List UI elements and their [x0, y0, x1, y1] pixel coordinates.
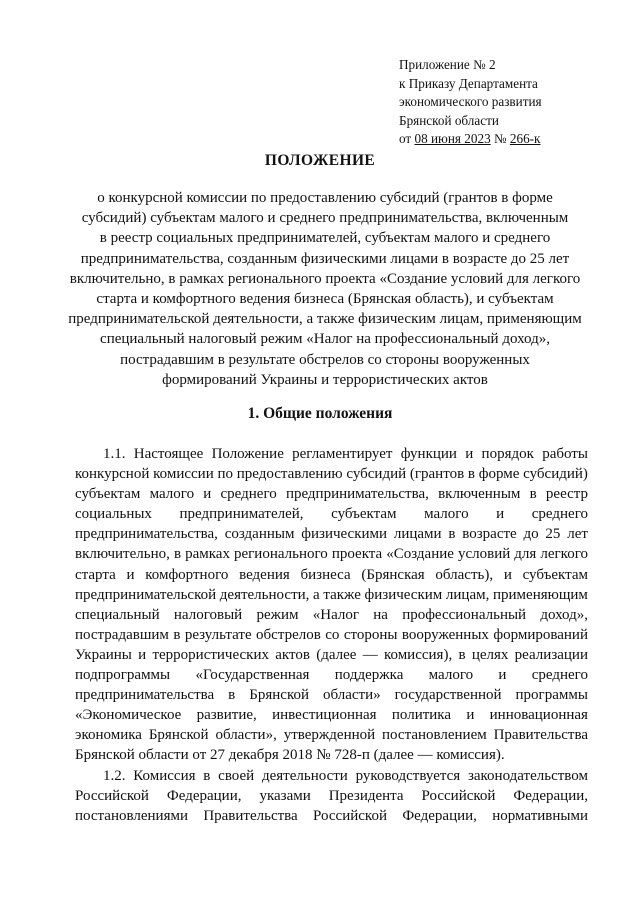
word: реализации — [514, 646, 588, 663]
word: вооруженных — [401, 626, 489, 643]
subtitle-line: предпринимательской деятельности, а также физическим лицам, применяющим — [68, 311, 582, 328]
word: и — [138, 646, 147, 663]
word: Федерации, — [513, 787, 588, 804]
word: реестр — [545, 486, 588, 503]
word: деятельности — [261, 767, 348, 784]
word: форме — [478, 466, 520, 483]
word: малого — [424, 506, 469, 523]
word: законодательством — [467, 767, 588, 784]
word: поддержка — [334, 667, 404, 684]
word: «Создание — [386, 546, 454, 563]
subtitle-line: пострадавшим в результате обстрелов со стороны вооруженных — [120, 351, 530, 368]
word: и — [466, 707, 475, 724]
word: нормативными — [492, 807, 588, 824]
word: и — [498, 667, 507, 684]
word: и — [503, 566, 512, 583]
word: террористических — [152, 646, 269, 663]
word: программы — [515, 687, 588, 704]
word: пострадавшим — [75, 626, 169, 643]
word: Правительства — [493, 727, 588, 744]
text-line — [75, 665, 588, 685]
word: предпринимательства — [75, 687, 215, 704]
word: политика — [391, 707, 452, 724]
text-line — [75, 725, 588, 745]
word: комиссия), — [383, 646, 453, 663]
appendix-line: к Приказу Департамента — [399, 75, 538, 91]
word: субсидий — [346, 466, 407, 483]
word: деятельности, — [219, 586, 310, 603]
word: до — [523, 526, 539, 543]
word: комфортного — [145, 566, 229, 583]
subtitle-line: предпринимательства, созданным физическими лицами в возрасте до 25 лет — [80, 250, 570, 267]
word: предпринимательства, — [285, 486, 429, 503]
text-line — [75, 444, 588, 464]
word: специальный — [75, 606, 160, 623]
subtitle-line: в реестр социальных предпринимателей, субъектам малого и среднего — [99, 230, 551, 247]
text-line — [75, 806, 588, 826]
word: применяющим — [493, 586, 588, 603]
word: и — [496, 506, 505, 523]
word: «Экономическое — [75, 707, 182, 724]
word: инновационная — [489, 707, 588, 724]
date-prefix: от — [399, 131, 415, 147]
word: на — [373, 606, 388, 623]
word: стороны — [343, 626, 398, 643]
word: возрасте — [462, 526, 517, 543]
word: комиссии — [153, 466, 214, 483]
word: формирований — [493, 626, 588, 643]
word: физическими — [301, 526, 388, 543]
word: функции — [400, 446, 457, 462]
word: области» — [323, 687, 381, 704]
word: Положение — [211, 446, 284, 462]
word: лет — [567, 526, 588, 543]
text-line: Брянской области от 27 декабря 2018 № 728-п (далее — комиссия). — [75, 747, 505, 764]
word: указами — [259, 787, 311, 804]
word: инвестиционная — [272, 707, 377, 724]
word: в — [173, 546, 182, 563]
text-line — [75, 464, 588, 484]
word: развитие, — [196, 707, 257, 724]
word: в — [228, 687, 236, 704]
word: работы — [542, 446, 588, 462]
word: также — [323, 586, 361, 603]
word: лицам, — [445, 586, 490, 603]
text-line — [75, 605, 588, 625]
text-line — [75, 504, 588, 524]
word: и — [126, 566, 135, 583]
word: режим — [256, 606, 299, 623]
text-line — [75, 705, 588, 725]
text-line — [75, 786, 588, 806]
word: государственной — [394, 687, 502, 704]
word: включенным — [438, 486, 521, 503]
word: предпринимательства, — [75, 526, 218, 543]
appendix-date-line — [399, 130, 542, 149]
word: Президента — [328, 787, 404, 804]
word: утвержденной — [283, 727, 376, 744]
word: Брянской — [249, 687, 310, 704]
word: Комиссия — [133, 767, 196, 784]
number-prefix: № — [490, 131, 510, 147]
word: налоговый — [173, 606, 243, 623]
word: своей — [218, 767, 255, 784]
subtitle-line: старта и комфортного ведения бизнеса (Брянская область), и субъектам — [96, 291, 554, 308]
word: социальных — [75, 506, 152, 523]
word: в — [203, 767, 211, 784]
word: предоставлению — [236, 466, 343, 483]
word: условий — [457, 546, 511, 563]
word: проекта — [331, 546, 383, 563]
word: для — [514, 546, 537, 563]
word: в — [529, 486, 537, 503]
text-line — [75, 484, 588, 504]
word: (грантов — [409, 466, 465, 483]
word: малого — [149, 486, 195, 503]
word: включительно, — [75, 546, 170, 563]
appendix-line: Брянской области — [399, 112, 499, 128]
text-line — [75, 544, 588, 564]
document-title: ПОЛОЖЕНИЕ — [264, 152, 376, 169]
text-line — [75, 585, 588, 605]
word: среднего — [531, 506, 588, 523]
word: по — [217, 466, 234, 483]
word: экономика — [75, 727, 142, 744]
order-number: 266-к — [509, 131, 541, 147]
word: Федерации, — [166, 787, 242, 804]
word: ведения — [239, 566, 290, 583]
subtitle-line: формирований Украины и террористических актов — [162, 371, 488, 388]
word: предпринимателей, — [179, 506, 304, 523]
word: регламентирует — [292, 446, 393, 462]
word: в — [467, 466, 475, 483]
word: лицами — [393, 526, 442, 543]
word: «Налог — [312, 606, 359, 623]
word: субъектам — [331, 506, 397, 523]
word: предпринимательской — [75, 586, 217, 603]
document-subtitle — [60, 188, 590, 390]
word: Настоящее — [133, 446, 204, 462]
word: постановлениями — [75, 807, 188, 824]
word: Федерации, — [402, 807, 477, 824]
word: 1.2. — [103, 767, 126, 784]
word: актов — [275, 646, 310, 663]
word: 25 — [545, 526, 561, 543]
text-line — [75, 766, 588, 786]
text-line — [75, 524, 588, 544]
appendix-line: экономического развития — [399, 94, 542, 110]
word: обстрелов — [256, 626, 321, 643]
word: Брянской — [148, 727, 209, 744]
word: субсидий) — [523, 466, 588, 483]
word: регионального — [234, 546, 328, 563]
word: Российской — [75, 787, 149, 804]
order-date: 08 июня 2023 — [414, 131, 491, 147]
section-heading: 1. Общие положения — [247, 405, 393, 422]
word: конкурсной — [75, 466, 150, 483]
document-body — [75, 444, 588, 826]
subtitle-line: включительно, в рамках регионального проекта «Создание условий для легкого — [69, 270, 581, 287]
word: Российской — [421, 787, 496, 804]
word: результате — [184, 626, 252, 643]
appendix-header — [399, 56, 542, 149]
subtitle-line: субсидий) субъектам малого и среднего предпринимательства, включенным — [81, 210, 569, 227]
text-line — [75, 625, 588, 645]
word: среднего — [531, 667, 588, 684]
word: а — [313, 586, 320, 603]
word: — — [362, 646, 378, 663]
word: старта — [75, 566, 116, 583]
word: в — [448, 526, 456, 543]
word: со — [325, 626, 340, 643]
subtitle-line: о конкурсной комиссии по предоставлению субсидий (грантов в форме — [97, 190, 553, 206]
word: малого — [428, 667, 474, 684]
word: (Брянская — [361, 566, 425, 583]
word: постановлением — [382, 727, 487, 744]
text-line — [75, 645, 588, 665]
text-line — [75, 685, 588, 705]
word: Российской — [313, 807, 387, 824]
word: субъектам — [522, 566, 588, 583]
word: среднего — [220, 486, 277, 503]
word: 1.1. — [103, 446, 126, 462]
word: субъектам — [75, 486, 141, 503]
subtitle-line: специальный налоговый режим «Налог на профессиональный доход», — [100, 331, 550, 348]
word: профессиональный — [402, 606, 527, 623]
word: бизнеса — [300, 566, 351, 583]
word: в — [173, 626, 181, 643]
word: в — [458, 646, 466, 663]
word: области», — [215, 727, 277, 744]
word: Правительства — [203, 807, 298, 824]
word: и — [465, 446, 474, 462]
word: и — [203, 486, 212, 503]
word: рамках — [185, 546, 230, 563]
word: доход», — [540, 606, 588, 623]
word: физическим — [364, 586, 443, 603]
word: руководствуется — [355, 767, 461, 784]
word: созданным — [224, 526, 295, 543]
word: подпрограммы — [75, 667, 171, 684]
word: «Государственная — [195, 667, 310, 684]
text-line — [75, 565, 588, 585]
word: (далее — [316, 646, 357, 663]
word: легкого — [540, 546, 588, 563]
appendix-line: Приложение № 2 — [399, 57, 496, 72]
word: порядок — [481, 446, 534, 462]
word: целях — [471, 646, 509, 663]
word: область), — [435, 566, 494, 583]
word: Украины — [75, 646, 132, 663]
